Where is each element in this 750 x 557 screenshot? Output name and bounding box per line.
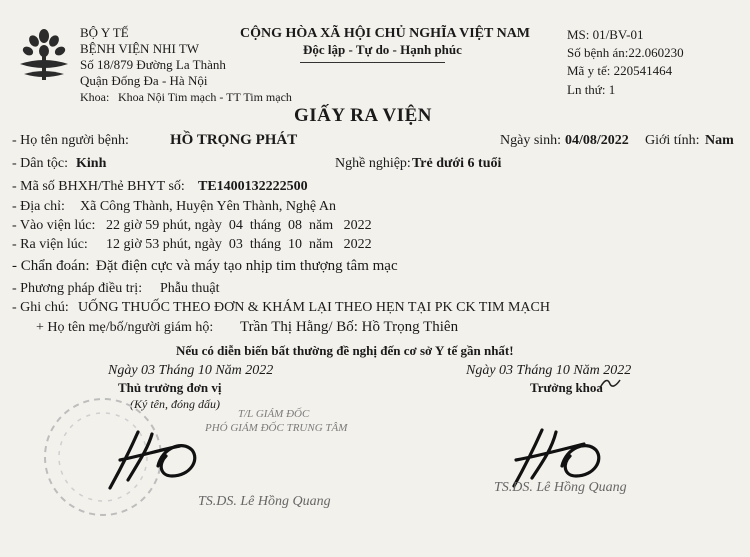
ethnic-label: - Dân tộc:	[12, 156, 68, 171]
diagnosis-label: - Chẩn đoán:	[12, 258, 90, 274]
document-title: GIẤY RA VIỆN	[294, 105, 432, 126]
stamp-line-2: PHÓ GIÁM ĐỐC TRUNG TÂM	[205, 422, 348, 434]
motto: Độc lập - Tự do - Hạnh phúc	[303, 42, 462, 57]
form-code: MS: 01/BV-01	[567, 27, 644, 42]
job-value: Trẻ dưới 6 tuổi	[412, 156, 502, 171]
right-sign-date: Ngày 03 Tháng 10 Năm 2022	[466, 363, 632, 378]
treatment-value: Phẫu thuật	[160, 281, 220, 296]
hospital-logo	[14, 26, 74, 88]
hospital-address-line2: Quận Đống Đa - Hà Nội	[80, 73, 208, 88]
left-signature	[100, 420, 210, 495]
job-label: Nghề nghiệp:	[335, 156, 411, 171]
ethnic-value: Kinh	[76, 156, 107, 171]
address-label: - Địa chỉ:	[12, 199, 65, 214]
patient-name-label: - Họ tên người bệnh:	[12, 133, 129, 148]
admit-label: - Vào viện lúc:	[12, 218, 96, 233]
address-value: Xã Công Thành, Huyện Yên Thành, Nghệ An	[80, 199, 336, 214]
admit-value: 22 giờ 59 phút, ngày 04 tháng 08 năm 2022	[106, 218, 372, 233]
left-sign-hint: (Ký tên, đóng dấu)	[130, 397, 220, 411]
note-value: UỐNG THUỐC THEO ĐƠN & KHÁM LẠI THEO HẸN TẠI PK CK TIM MẠCH	[78, 300, 550, 315]
record-number: Số bệnh án:22.060230	[567, 45, 684, 60]
motto-underline	[300, 62, 445, 63]
left-sign-date: Ngày 03 Tháng 10 Năm 2022	[108, 363, 274, 378]
gender-label: Giới tính:	[645, 133, 700, 148]
insurance-label: - Mã số BHXH/Thẻ BHYT số:	[12, 179, 185, 194]
treatment-label: - Phương pháp điều trị:	[12, 281, 143, 296]
left-sign-role: Thủ trưởng đơn vị	[118, 380, 222, 395]
discharge-label: - Ra viện lúc:	[12, 237, 88, 252]
insurance-value: TE1400132222500	[198, 179, 308, 194]
diagnosis-value: Đặt điện cực và máy tạo nhịp tim thượng tâm mạc	[96, 258, 398, 274]
country-name: CỘNG HÒA XÃ HỘI CHỦ NGHĨA VIỆT NAM	[240, 26, 531, 41]
right-sign-role: Trưởng khoa	[530, 380, 603, 395]
patient-name-value: HỒ TRỌNG PHÁT	[170, 132, 298, 148]
small-initial-mark	[598, 376, 622, 392]
gender-value: Nam	[705, 133, 734, 148]
left-signer-name: TS.DS. Lê Hồng Quang	[198, 494, 331, 509]
stamp-line-1: T/L GIÁM ĐỐC	[238, 408, 310, 420]
dob-label: Ngày sinh:	[500, 133, 562, 148]
discharge-value: 12 giờ 53 phút, ngày 03 tháng 10 năm 2022	[106, 237, 372, 252]
ministry-name: BỘ Y TẾ	[80, 25, 129, 40]
admission-count: Ln thứ: 1	[567, 82, 616, 97]
department-label: Khoa:	[80, 90, 110, 104]
guardian-label: + Họ tên mẹ/bố/người giám hộ:	[36, 320, 214, 335]
hospital-address-line1: Số 18/879 Đường La Thành	[80, 57, 226, 72]
guardian-value: Trần Thị Hằng/ Bố: Hồ Trọng Thiên	[240, 319, 459, 335]
note-label: - Ghi chú:	[12, 300, 69, 315]
right-signer-name: TS.DS. Lê Hồng Quang	[494, 480, 627, 495]
warning-note: Nếu có diễn biến bất thường đề nghị đến cơ sở Y tế gần nhất!	[176, 343, 514, 358]
dob-value: 04/08/2022	[565, 133, 629, 148]
medical-code: Mã y tế: 220541464	[567, 63, 673, 78]
hospital-name: BỆNH VIỆN NHI TW	[80, 41, 200, 56]
department-value: Khoa Nội Tim mạch - TT Tim mạch	[118, 90, 292, 104]
